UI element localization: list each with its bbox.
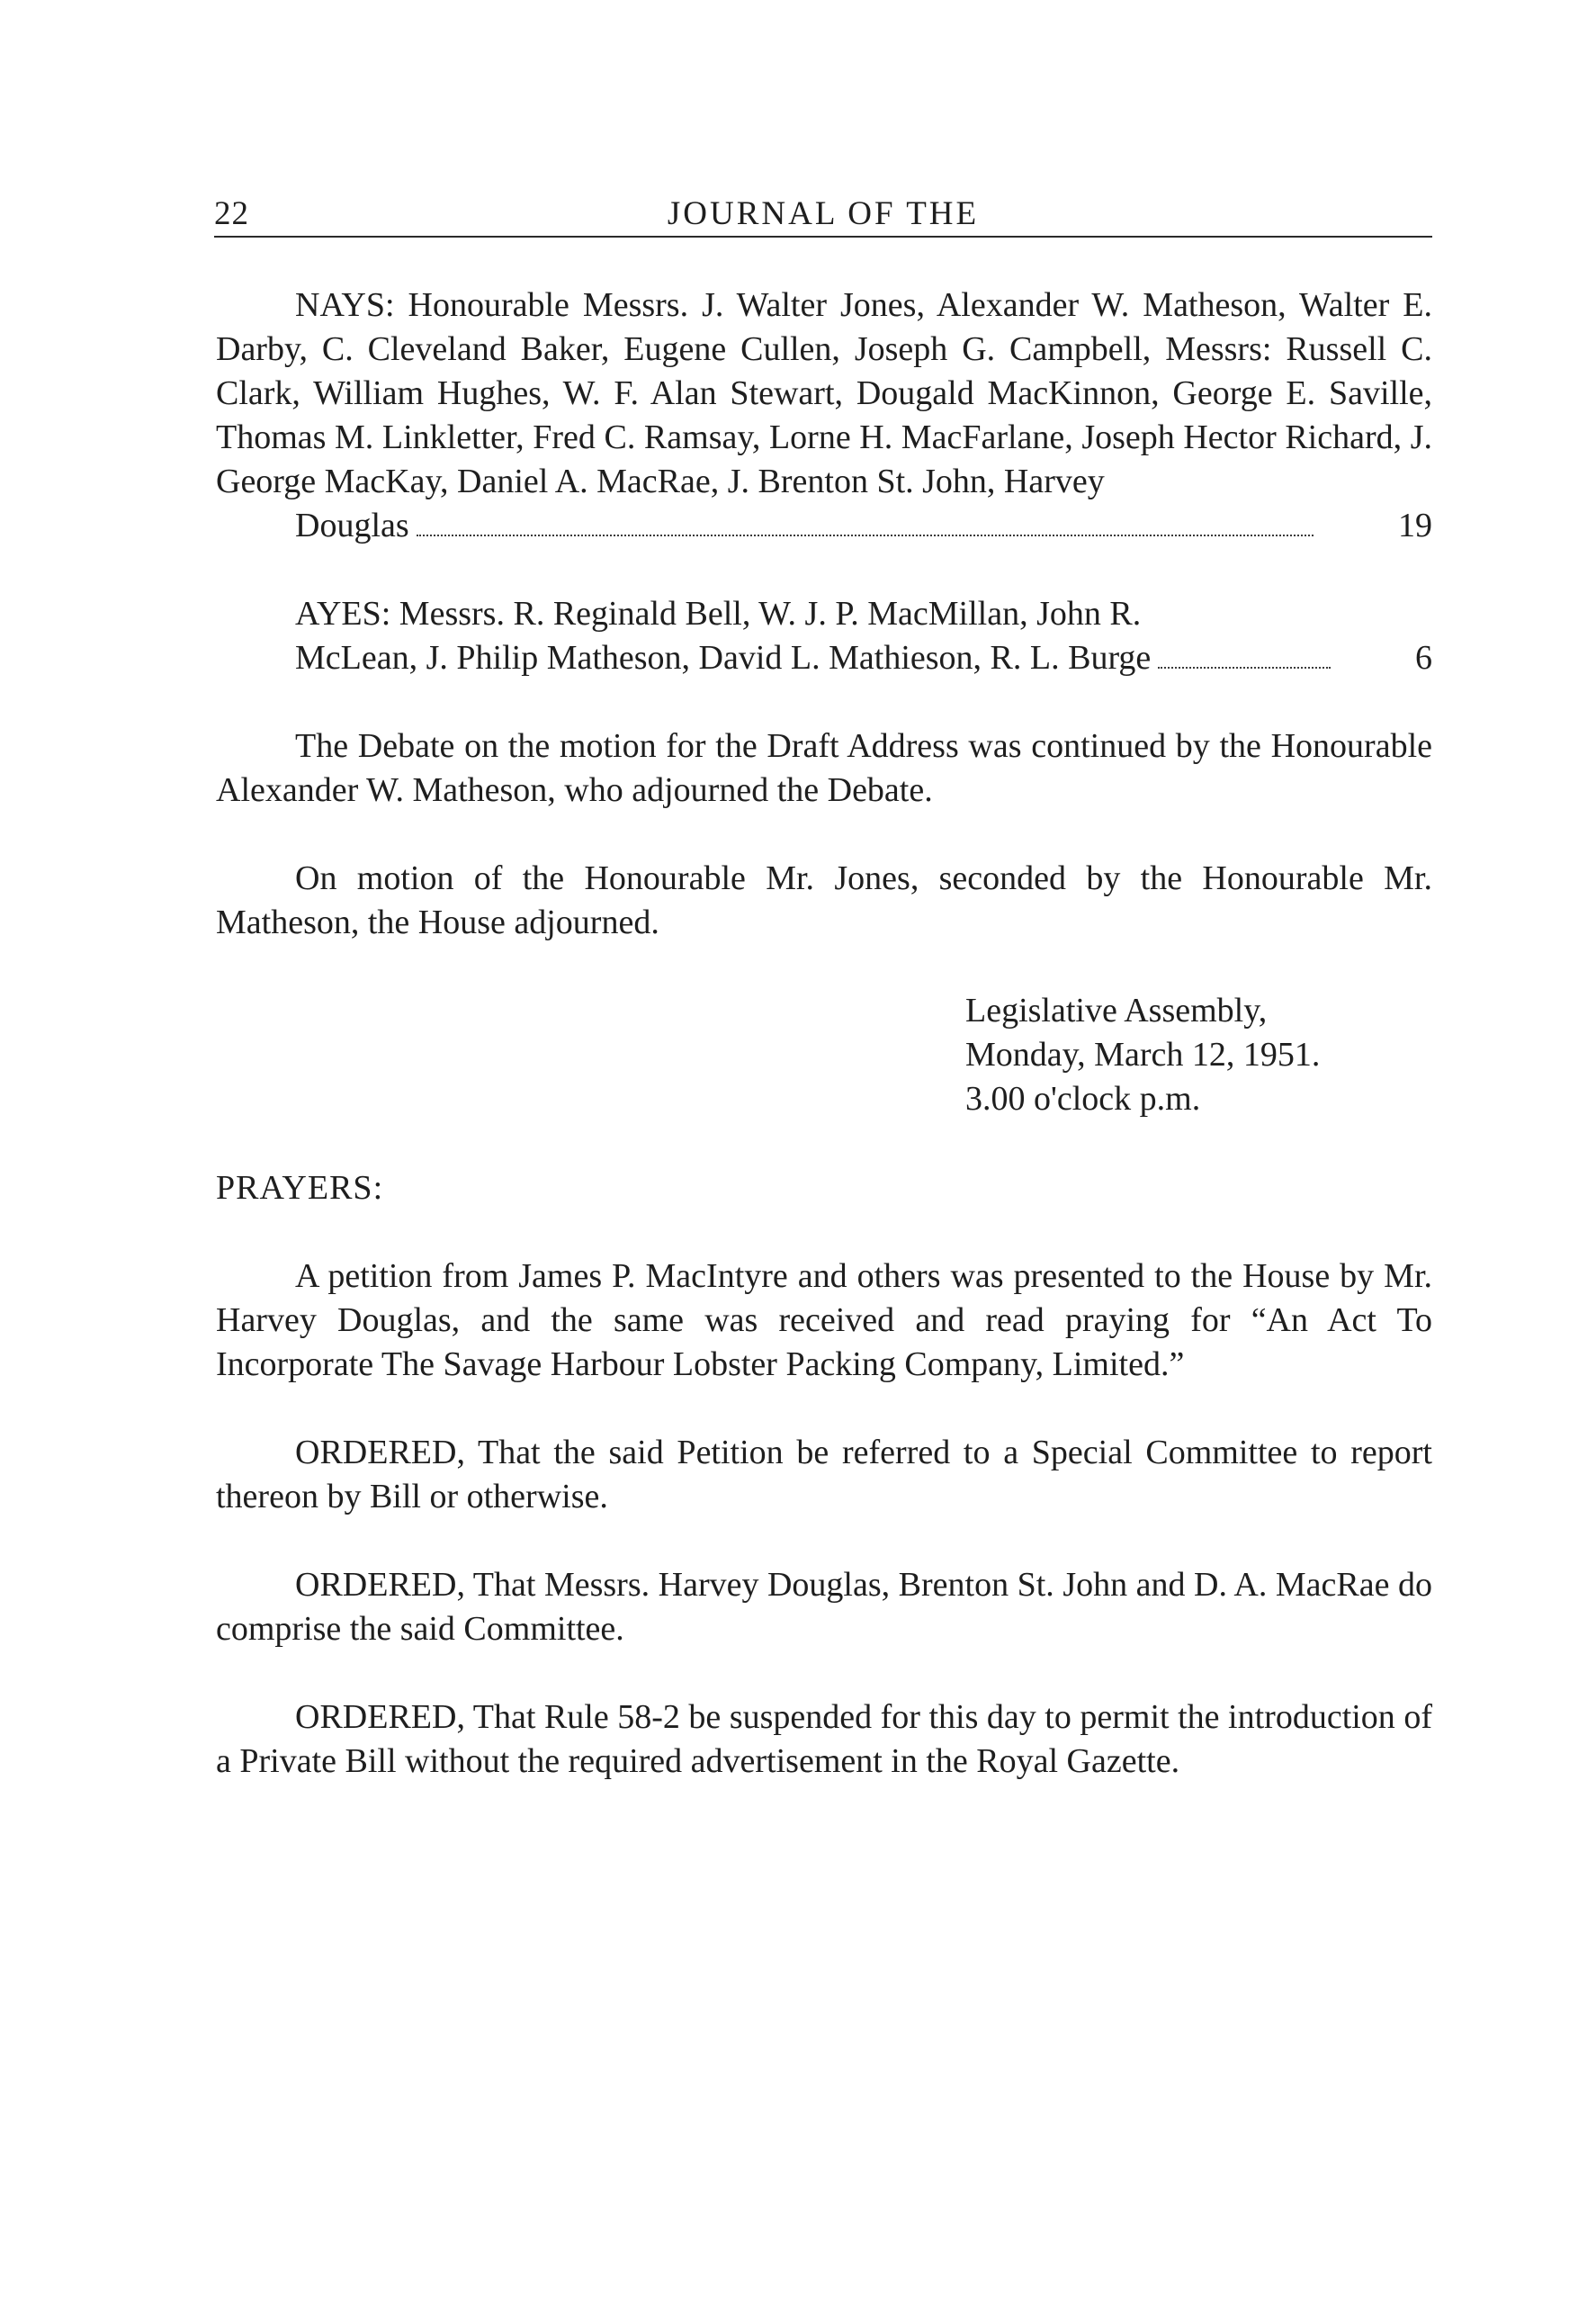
ordered-paragraph-1: ORDERED, That the said Petition be referred to a Special Committee to report thereon by Bill or otherwise. bbox=[216, 1434, 1432, 1515]
dot-leader bbox=[417, 535, 1314, 536]
nays-last-name: Douglas bbox=[295, 507, 409, 544]
ordered-paragraph-3: ORDERED, That Rule 58-2 be suspended for this day to permit the introduction of a Private Bill without the required advertisement in the Royal Gazette. bbox=[216, 1698, 1432, 1780]
ayes-vote bbox=[216, 592, 1432, 680]
dateline-assembly: Legislative Assembly, bbox=[965, 992, 1268, 1030]
nays-vote bbox=[216, 283, 1432, 548]
running-head: JOURNAL OF THE bbox=[667, 195, 980, 232]
ayes-count: 6 bbox=[1415, 639, 1432, 677]
petition-paragraph: A petition from James P. MacIntyre and others was presented to the House by Mr. Harvey Douglas, and the same was received and read praying for “An Act To Incorporate The Savage Harbour Lobster Packing Company, Limited.” bbox=[216, 1257, 1432, 1383]
ayes-last-line: McLean, J. Philip Matheson, David L. Mathieson, R. L. Burge bbox=[295, 639, 1152, 677]
dateline-date: Monday, March 12, 1951. bbox=[965, 1036, 1321, 1074]
nays-total-line bbox=[216, 504, 1432, 548]
debate-paragraph: The Debate on the motion for the Draft Address was continued by the Honourable Alexander W. Matheson, who adjourned the Debate. bbox=[216, 727, 1432, 809]
nays-text: NAYS: Honourable Messrs. J. Walter Jones, Alexander W. Matheson, Walter E. Darby, C. Cleveland Baker, Eugene Cullen, Joseph G. Campbell, Messrs: Russell C. Clark, William Hughes, W. F. Alan Stewart, Dougald MacKinnon, George E. Saville, Thomas M. Linkletter, Fred C. Ramsay, Lorne H. MacFarlane, Joseph Hector Richard, J. George MacKay, Daniel A. MacRae, J. Brenton St. John, Harvey bbox=[216, 286, 1432, 500]
ayes-total-line bbox=[216, 636, 1432, 680]
adjourn-paragraph: On motion of the Honourable Mr. Jones, seconded by the Honourable Mr. Matheson, the House adjourned. bbox=[216, 859, 1432, 941]
page-header bbox=[214, 189, 1432, 243]
page-number: 22 bbox=[214, 195, 249, 232]
session-dateline bbox=[965, 989, 1432, 1121]
ayes-text: AYES: Messrs. R. Reginald Bell, W. J. P. MacMillan, John R. bbox=[295, 595, 1142, 633]
dateline-time: 3.00 o'clock p.m. bbox=[965, 1080, 1201, 1118]
prayers-heading: PRAYERS: bbox=[216, 1169, 384, 1207]
journal-body bbox=[216, 283, 1432, 1828]
header-rule bbox=[214, 236, 1432, 238]
ordered-paragraph-2: ORDERED, That Messrs. Harvey Douglas, Brenton St. John and D. A. MacRae do comprise the said Committee. bbox=[216, 1566, 1432, 1648]
nays-count: 19 bbox=[1398, 507, 1432, 544]
dot-leader bbox=[1158, 667, 1331, 669]
